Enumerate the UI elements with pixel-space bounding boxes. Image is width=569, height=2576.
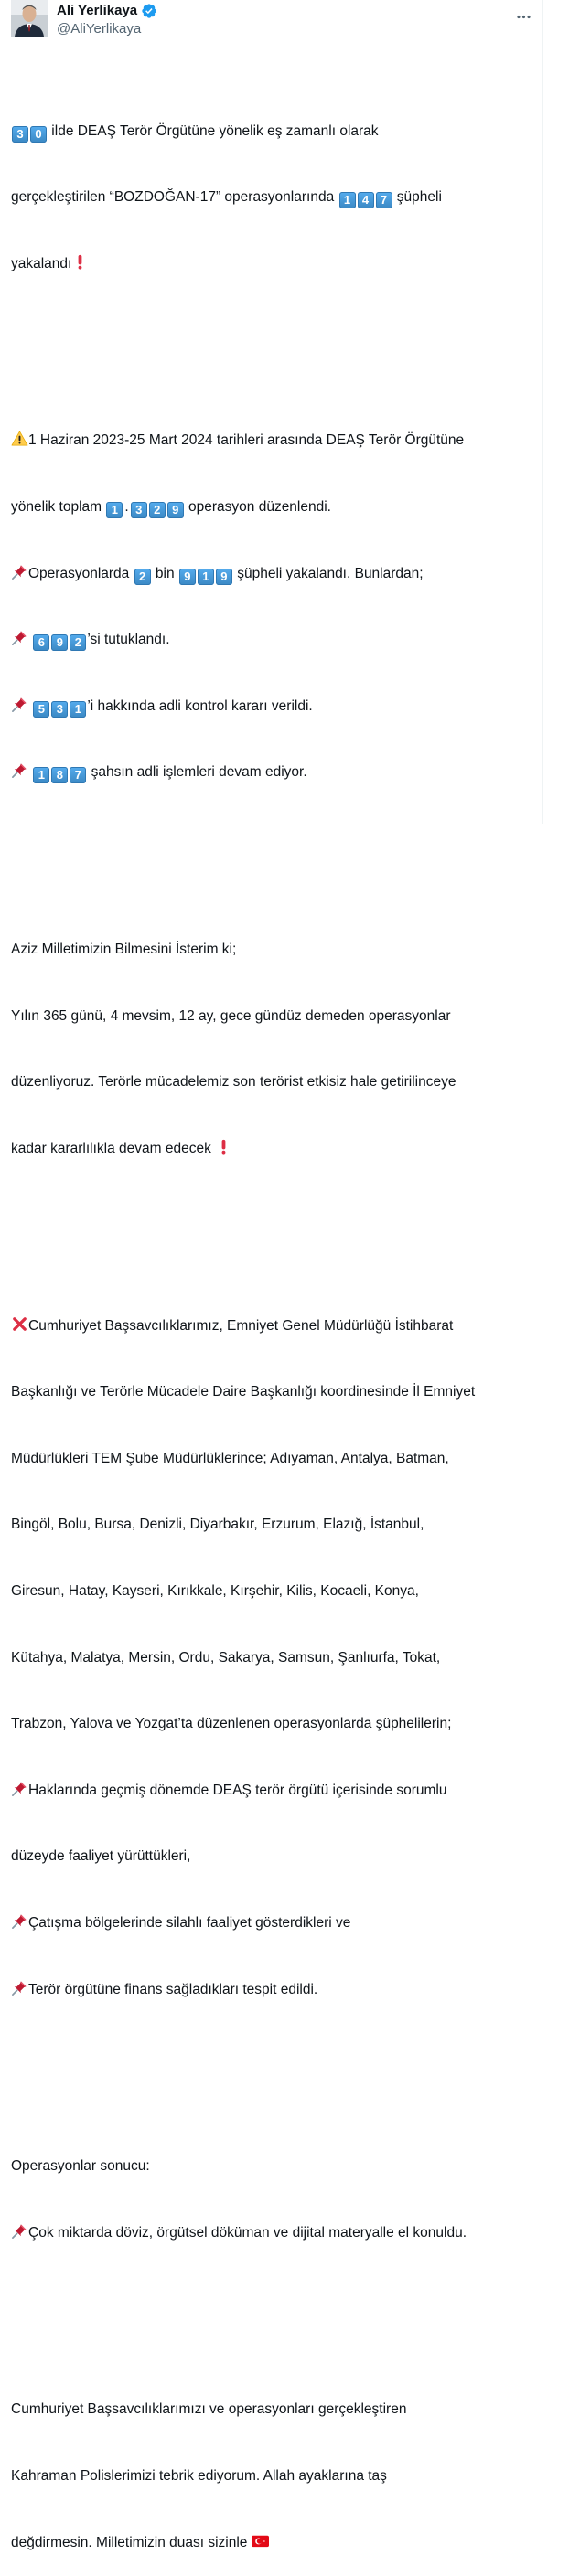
text-line: Kütahya, Malatya, Mersin, Ordu, Sakarya, Samsun, Şanlıurfa, Tokat, (11, 1649, 441, 1666)
pushpin-icon (11, 1780, 28, 1797)
text-segment: kadar kararlılıkla devam edecek (11, 1140, 216, 1156)
more-options-icon[interactable] (510, 3, 537, 30)
pushpin-icon (11, 629, 28, 646)
text-line (11, 1912, 540, 1934)
text-segment: 1 Haziran 2023-25 Mart 2024 tarihleri arasında DEAŞ Terör Örgütüne (28, 432, 465, 449)
text-line: düzeyde faaliyet yürüttükleri, (11, 1848, 191, 1865)
number-keycaps (105, 499, 123, 515)
text-line (11, 629, 540, 651)
text-segment: . (124, 499, 129, 516)
text-line (11, 186, 540, 208)
text-segment: Çok miktarda döviz, örgütsel döküman ve dijital materyalle el konuldu. (28, 2224, 467, 2241)
keycap-digit: 9 (167, 502, 184, 518)
text-line (11, 496, 540, 518)
text-line: Yılın 365 günü, 4 mevsim, 12 ay, gece gündüz demeden operasyonlar (11, 1007, 451, 1024)
keycap-digit: 0 (30, 126, 47, 143)
keycap-digit: 1 (106, 502, 123, 518)
text-segment: gerçekleştirilen “BOZDOĞAN-17” operasyonlarında (11, 189, 338, 206)
number-keycaps (178, 566, 233, 581)
pushpin-icon (11, 563, 28, 580)
keycap-digit: 9 (51, 634, 68, 651)
number-keycaps (11, 123, 48, 139)
text-line (11, 121, 540, 143)
tweet-header (11, 0, 532, 51)
text-line: Cumhuriyet Başsavcılıklarımızı ve operasyonları gerçekleştiren (11, 2401, 407, 2418)
text-line (11, 253, 540, 275)
text-segment: Çatışma bölgelerinde silahlı faaliyet gösterdikleri ve (28, 1915, 351, 1932)
text-line (11, 2532, 540, 2554)
pushpin-icon (11, 696, 28, 713)
text-line (11, 1315, 540, 1337)
keycap-digit: 2 (149, 502, 166, 518)
keycap-digit: 5 (33, 701, 49, 718)
text-line (11, 1138, 540, 1160)
cross-mark-icon (11, 1315, 28, 1333)
pushpin-icon (11, 1912, 28, 1930)
text-line: Kahraman Polislerimizi tebrik ediyorum. Allah ayaklarına taş (11, 2468, 387, 2485)
text-line: Müdürlükleri TEM Şube Müdürlüklerince; Adıyaman, Antalya, Batman, (11, 1450, 449, 1466)
keycap-digit: 7 (376, 192, 392, 208)
number-keycaps (338, 189, 393, 208)
text-segment: ’si tutuklandı. (87, 632, 170, 648)
number-keycaps (134, 566, 152, 581)
keycap-digit: 3 (12, 126, 28, 143)
pushpin-icon (11, 2222, 28, 2240)
keycap-digit: 4 (358, 192, 374, 208)
text-segment: şüpheli yakalandı. Bunlardan; (232, 565, 424, 581)
text-line (11, 1780, 540, 1802)
text-line (11, 1979, 540, 2001)
text-line: düzenliyoruz. Terörle mücadelemiz son terörist etkisiz hale getirilinceye (11, 1074, 456, 1091)
text-line: Giresun, Hatay, Kayseri, Kırıkkale, Kırşehir, Kilis, Kocaeli, Konya, (11, 1582, 419, 1599)
tweet-text (11, 54, 540, 2576)
keycap-digit: 9 (216, 569, 232, 585)
keycap-digit: 1 (339, 192, 356, 208)
text-segment: yakalandı (11, 255, 72, 271)
keycap-digit: 7 (70, 767, 86, 783)
red-exclamation-icon (215, 1138, 232, 1155)
text-line: Operasyonlar sonucu: (11, 2158, 150, 2175)
keycap-digit: 8 (51, 767, 68, 783)
text-segment: şüpheli (392, 189, 442, 206)
text-line: Başkanlığı ve Terörle Mücadele Daire Başkanlığı koordinesinde İl Emniyet (11, 1384, 476, 1400)
text-segment: ’i hakkında adli kontrol kararı verildi. (87, 697, 313, 714)
author-name[interactable]: Ali Yerlikaya (57, 3, 138, 18)
avatar[interactable] (11, 0, 48, 37)
verified-badge-icon (141, 3, 157, 19)
text-segment: yönelik toplam (11, 499, 106, 516)
keycap-digit: 6 (33, 634, 49, 651)
keycap-digit: 2 (134, 569, 151, 585)
text-segment: operasyon düzenlendi. (184, 499, 331, 516)
text-segment: Haklarında geçmiş dönemde DEAŞ terör örgütü içerisinde sorumlu (28, 1782, 447, 1798)
keycap-digit: 3 (131, 502, 147, 518)
warning-icon (11, 430, 28, 447)
keycap-digit: 1 (33, 767, 49, 783)
number-keycaps (130, 499, 185, 515)
author-handle[interactable]: @AliYerlikaya (57, 21, 142, 37)
text-line (11, 430, 540, 452)
number-keycaps (32, 632, 87, 650)
text-segment: Cumhuriyet Başsavcılıklarımız, Emniyet Genel Müdürlüğü İstihbarat (28, 1317, 454, 1334)
text-segment: Operasyonlarda (28, 565, 134, 581)
text-line (11, 761, 540, 783)
text-segment: bin (151, 565, 178, 581)
keycap-digit: 2 (70, 634, 86, 651)
text-segment: ilde DEAŞ Terör Örgütüne yönelik eş zamanlı olarak (48, 122, 379, 139)
text-line: Trabzon, Yalova ve Yozgat’ta düzenlenen operasyonlarda şüphelilerin; (11, 1716, 452, 1732)
keycap-digit: 1 (70, 701, 86, 718)
keycap-digit: 9 (179, 569, 196, 585)
text-segment: Terör örgütüne finans sağladıkları tespit edildi. (28, 1981, 318, 1997)
keycap-digit: 1 (198, 569, 214, 585)
text-line (11, 696, 540, 718)
text-segment: değdirmesin. Milletimizin duası sizinle (11, 2534, 252, 2550)
text-line (11, 563, 540, 585)
text-segment: şahsın adli işlemleri devam ediyor. (87, 764, 307, 781)
turkey-flag-icon (252, 2532, 269, 2549)
column-divider (542, 0, 543, 824)
text-line: Aziz Milletimizin Bilmesini İsterim ki; (11, 942, 237, 958)
red-exclamation-icon (71, 253, 89, 271)
pushpin-icon (11, 761, 28, 779)
text-line (11, 2222, 540, 2244)
number-keycaps (32, 764, 87, 780)
number-keycaps (32, 698, 87, 714)
pushpin-icon (11, 1979, 28, 1996)
text-line: Bingöl, Bolu, Bursa, Denizli, Diyarbakır, Erzurum, Elazığ, İstanbul, (11, 1517, 424, 1533)
keycap-digit: 3 (51, 701, 68, 718)
